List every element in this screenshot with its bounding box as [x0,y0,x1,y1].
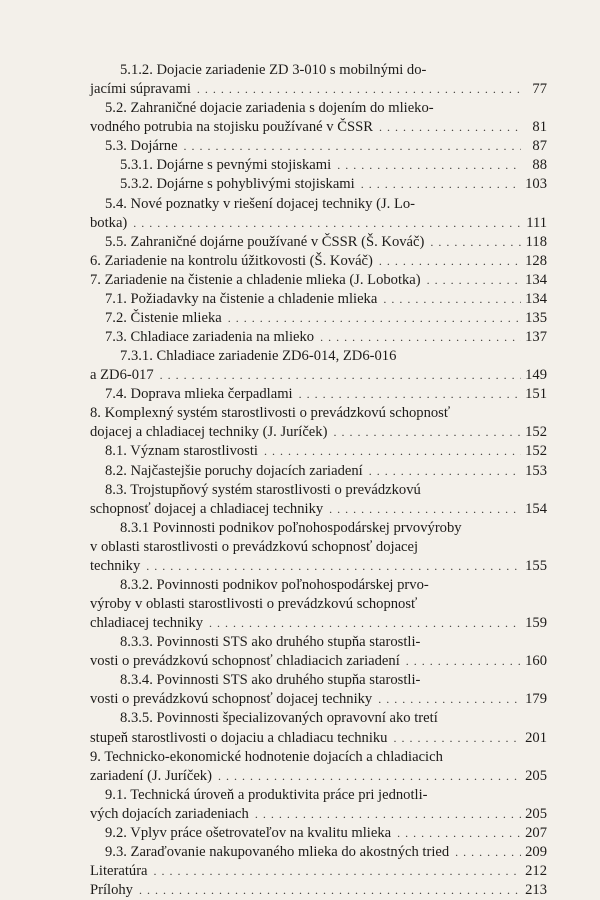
toc-line [90,747,547,767]
dot-leader [209,613,521,633]
toc-line [90,670,547,690]
dot-leader [333,422,521,442]
toc-line [90,346,547,366]
toc-page-number: 88 [532,157,547,174]
toc-page-number: 205 [525,767,547,784]
toc-line [90,403,547,423]
toc-line [90,708,547,728]
toc-entry-text: vosti o prevádzkovú schopnosť chladiacich zariadení [90,653,400,670]
toc-entry-text: 8.2. Najčastejšie poruchy dojacích zariadení [105,462,363,479]
toc-entry-text: 8.3.1 Povinnosti podnikov poľnohospodárskej prvovýroby [120,519,462,536]
toc-entry-text: 7.3.1. Chladiace zariadenie ZD6-014, ZD6-016 [120,348,397,365]
toc-entry-text: 5.2. Zahraničné dojacie zariadenia s dojením do mlieko- [105,100,434,117]
toc-page-number: 209 [525,843,547,860]
toc-line [90,823,547,843]
toc-page-number: 154 [525,500,547,517]
toc-page-number: 111 [526,214,547,231]
toc-line [90,499,547,519]
toc-entry-text: 7. Zariadenie na čistenie a chladenie mlieka (J. Lobotka) [90,271,421,288]
toc-page-number: 205 [525,805,547,822]
toc-page-number: 207 [525,824,547,841]
toc-entry-text: výroby v oblasti starostlivosti o prevádzkovú schopnosť [90,596,418,612]
toc-entry-text: a ZD6-017 [90,367,154,384]
toc-entry-text: vodného potrubia na stojisku používané v ČSSR [90,119,373,136]
toc-line [90,384,547,404]
toc-line [90,251,547,271]
dot-leader [133,213,521,233]
toc-line [90,98,547,118]
toc-entry-text: dojacej a chladiacej techniky (J. Juríček) [90,424,328,441]
dot-leader [393,728,521,748]
toc-entry-text: 7.3. Chladiace zariadenia na mlieko [105,329,315,345]
toc-line [90,804,547,824]
toc-line [90,861,547,881]
toc-page-number: 118 [525,233,547,250]
toc-page-number: 152 [525,443,547,460]
toc-line [90,594,547,614]
toc-line [90,365,547,385]
toc-entry-text: 6. Zariadenie na kontrolu úžitkovosti (Š. Kováč) [90,252,373,269]
toc-entry-text: stupeň starostlivosti o dojaciu a chladiacu techniku [90,729,388,746]
toc-line [90,785,547,805]
toc-line [90,270,547,290]
toc-line [90,327,547,347]
dot-leader [320,327,521,347]
dot-leader [378,689,521,709]
dot-leader [218,766,521,786]
toc-line [90,136,547,156]
toc-entry-text: 9.2. Vplyv práce ošetrovateľov na kvalitu mlieka [105,824,392,841]
dot-leader [146,556,521,576]
toc-entry-text: 5.3. Dojárne [105,138,178,155]
toc-line [90,728,547,748]
toc-page-number: 81 [532,119,547,136]
toc-entry-text: 5.3.2. Dojárne s pohyblivými stojiskami [120,176,355,193]
toc-entry-text: 9. Technicko-ekonomické hodnotenie dojacích a chladiacich [90,748,443,765]
toc-entry-text: Literatúra [90,862,148,879]
toc-entry-text: 8.3. Trojstupňový systém starostlivosti o prevádzkovú [105,481,421,498]
dot-leader [329,499,521,519]
toc-line [90,518,547,538]
dot-leader [264,441,521,461]
toc-line [90,461,547,481]
dot-leader [397,823,521,843]
dot-leader [139,880,521,900]
toc-line [90,194,547,214]
toc-line [90,880,547,900]
dot-leader [255,804,521,824]
toc-line [90,232,547,252]
toc-entry-text: 9.1. Technická úroveň a produktivita práce pri jednotli- [105,786,428,803]
toc-entry-text: zariadení (J. Juríček) [90,767,212,784]
dot-leader [369,461,521,481]
toc-page-number: 128 [525,252,547,269]
toc-page-number: 153 [525,462,547,479]
toc-entry-text: botka) [90,214,128,231]
toc-line [90,632,547,652]
dot-leader [379,117,521,137]
dot-leader [197,79,521,99]
toc-entry-text: v oblasti starostlivosti o prevádzkovú schopnosť dojacej [90,538,419,555]
dot-leader [299,384,521,404]
toc-entry-text: schopnosť dojacej a chladiacej techniky [90,500,324,517]
dot-leader [154,861,521,881]
toc-entry-text: 8.3.5. Povinnosti špecializovaných opravovní ako tretí [120,710,438,727]
toc-page-number: 159 [525,615,547,631]
toc-page-number: 151 [525,386,547,403]
toc-line [90,308,547,328]
dot-leader [160,365,521,385]
toc-line [90,422,547,442]
toc-page-number: 134 [525,290,547,307]
toc-page-number: 77 [532,81,547,98]
toc-page-number: 137 [525,329,547,345]
toc-line [90,537,547,557]
toc-entry-text: vosti o prevádzkovú schopnosť dojacej techniky [90,691,373,708]
toc-page-number: 87 [532,138,547,155]
toc-page-number: 179 [525,691,547,708]
toc-line [90,575,547,595]
toc-entry-text: 5.4. Nové poznatky v riešení dojacej techniky (J. Lo- [105,195,416,212]
toc-entry-text: 7.2. Čistenie mlieka [105,309,222,326]
dot-leader [337,155,521,175]
dot-leader [379,251,521,271]
dot-leader [184,136,521,156]
toc-line [90,155,547,175]
toc-entry-text: 8.3.3. Povinnosti STS ako druhého stupňa starostli- [120,634,421,651]
toc-line [90,689,547,709]
toc-line [90,441,547,461]
toc-page-number: 213 [525,882,547,898]
toc-line [90,556,547,576]
toc-line [90,60,547,80]
toc-page-number: 155 [525,557,547,574]
toc-entry-text: 5.1.2. Dojacie zariadenie ZD 3-010 s mobilnými do- [120,62,427,78]
toc-line [90,117,547,137]
toc-entry-text: 5.3.1. Dojárne s pevnými stojiskami [120,157,332,174]
toc-entry-text: 5.5. Zahraničné dojárne používané v ČSSR (Š. Kováč) [105,233,425,250]
toc-page-number: 149 [525,367,547,384]
dot-leader [430,232,521,252]
toc-entry-text: jacími súpravami [90,81,191,98]
dot-leader [406,651,521,671]
toc-line [90,79,547,99]
toc-entry-text: techniky [90,557,141,574]
toc-page-number: 135 [525,309,547,326]
toc-page-number: 103 [525,176,547,193]
toc-page-number: 201 [525,729,547,746]
toc-page-number: 160 [525,653,547,670]
toc-entry-text: chladiacej techniky [90,615,204,631]
toc-entry-text: 8.3.4. Povinnosti STS ako druhého stupňa starostli- [120,672,421,689]
dot-leader [427,270,521,290]
toc-line [90,613,547,633]
dot-leader [361,174,521,194]
toc-entry-text: 7.4. Doprava mlieka čerpadlami [105,386,293,403]
toc-entry-text: Prílohy [90,882,133,898]
dot-leader [383,289,521,309]
toc-entry-text: 8. Komplexný systém starostlivosti o prevádzkovú schopnosť [90,405,451,422]
toc-entry-text: 8.1. Význam starostlivosti [105,443,258,460]
dot-leader [228,308,521,328]
toc-page-number: 134 [525,271,547,288]
toc-page-number: 152 [525,424,547,441]
toc-page-number: 212 [525,862,547,879]
toc-entry-text: 8.3.2. Povinnosti podnikov poľnohospodárskej prvo- [120,576,429,593]
toc-line [90,651,547,671]
toc-line [90,480,547,500]
toc-line [90,766,547,786]
toc-entry-text: 7.1. Požiadavky na čistenie a chladenie mlieka [105,290,378,307]
toc-line [90,174,547,194]
toc-line [90,213,547,233]
toc-line [90,289,547,309]
toc-entry-text: vých dojacích zariadeniach [90,805,249,822]
toc-entry-text: 9.3. Zaraďovanie nakupovaného mlieka do akostných tried [105,843,450,860]
